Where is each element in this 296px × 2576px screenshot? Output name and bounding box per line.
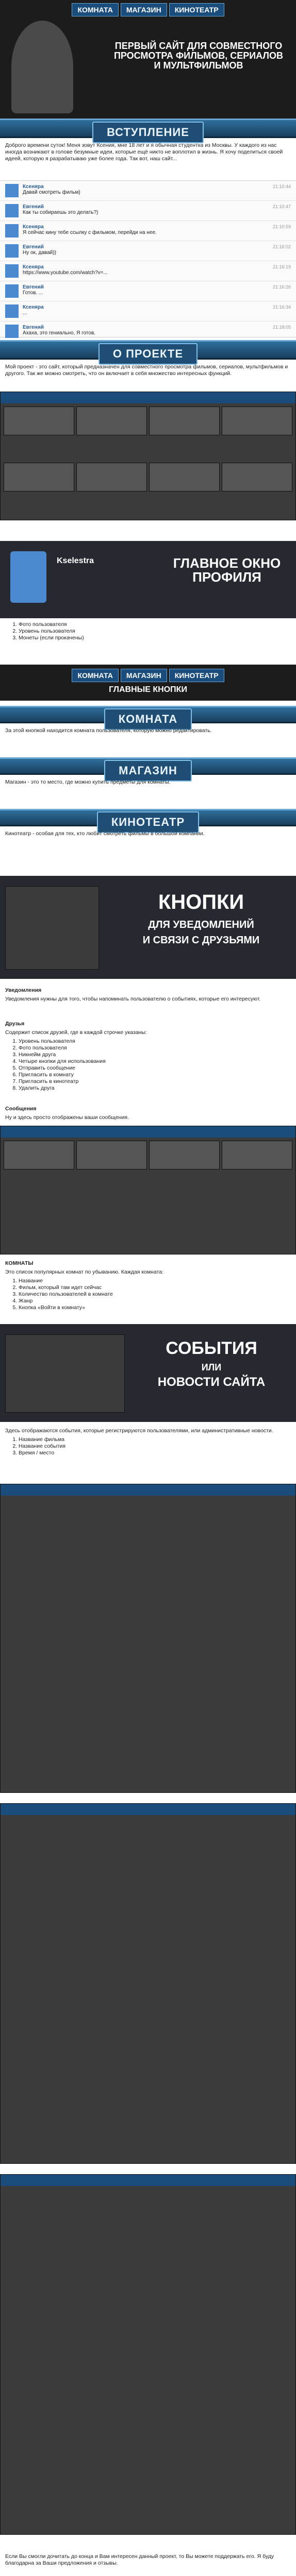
events-title-2: ИЛИ [201,1362,222,1372]
screenshot-header [1,392,295,403]
main-buttons-row [0,669,296,682]
room-text [0,724,296,755]
chat-text: https://www.youtube.com/watch?v=... [23,270,108,276]
chat-time: 21:18:05 [272,325,291,330]
chat-author: Ксеняра [23,224,44,230]
chat-message [0,181,296,201]
list-item: 3. Никнейм друга [19,1052,291,1058]
friends-paragraph: Содержит список друзей, где в каждой строчке указаны: [5,1029,147,1036]
sidebar-mock [5,886,99,970]
about-heading: О ПРОЕКТЕ [98,343,198,365]
notify-paragraph: Уведомления нужны для того, чтобы напоминать пользователю о событиях, которые его интересуют. [5,996,261,1002]
outro-paragraph: Если Вы смогли дочитать до конца и Вам интересен данный проект, то Вы можете поддержать его. Я буду благодарна за Ваши предложения и отзывы. [5,2553,274,2566]
list-item: 2. Фильм, который там идет сейчас [19,1284,291,1291]
rooms-list [5,1278,291,1311]
list-item: 2. Фото пользователя [19,1045,291,1052]
about-banner [0,340,296,360]
avatar [5,325,19,338]
chat-time: 21:16:19 [272,264,291,269]
screenshot-grid [1,403,295,520]
chat-message-body [23,184,80,197]
chat-message [0,301,296,321]
room-tile[interactable] [222,1141,292,1170]
nav-cinema-button[interactable]: КИНОТЕАТР [169,3,224,16]
rooms-heading: КОМНАТЫ [5,1260,34,1266]
main-shop-button[interactable]: МАГАЗИН [121,669,167,682]
chat-log [0,180,296,337]
list-item: 2. Уровень пользователя [19,628,291,635]
list-item: 4. Жанр [19,1298,291,1304]
shop-heading: МАГАЗИН [104,760,192,782]
room-banner [0,706,296,723]
notify-heading: Уведомления [5,987,42,993]
avatar [5,304,19,318]
mascot-image [11,21,73,113]
notify-buttons-section [0,876,296,979]
main-buttons-heading: ГЛАВНЫЕ КНОПКИ [109,685,187,694]
extra-body-3 [1,2186,295,2534]
list-item: 1. Уровень пользователя [19,1038,291,1045]
chat-time: 21:16:26 [272,284,291,290]
outro-text [0,2550,296,2576]
avatar [5,224,19,238]
events-text [0,1425,296,1476]
extra-header-2 [1,1804,295,1815]
chat-time: 21:16:34 [272,304,291,310]
chat-message [0,241,296,261]
chat-message-body [23,325,95,338]
movie-tile[interactable] [4,406,74,435]
chat-message-body [23,204,98,217]
avatar [5,264,19,278]
hero-title: ПЕРВЫЙ САЙТ ДЛЯ СОВМЕСТНОГО ПРОСМОТРА ФИЛЬМОВ, СЕРИАЛОВ И МУЛЬТФИЛЬМОВ [113,41,284,71]
avatar [10,551,46,603]
chat-text: Ну ок, давай)) [23,250,56,256]
main-cinema-button[interactable]: КИНОТЕАТР [169,669,224,682]
friends-list [5,1038,291,1092]
chat-text: Давай смотреть фильм) [23,190,80,195]
chat-message [0,201,296,221]
intro-text [0,139,296,180]
about-paragraph: Мой проект - это сайт, который предназначен для совместного просмотра фильмов, сериалов, мультфильмов и другого. Так же можно смотреть, что он включает в себя множество интересных функций. [5,364,288,377]
intro-heading: ВСТУПЛЕНИЕ [92,122,204,143]
profile-section [0,541,296,618]
intro-paragraph: Доброго времени суток! Меня зовут Ксения, мне 18 лет и я обычная студентка из Москвы. У каждого из нас иногда возникают в голове безумные идеи, которые ещё никто не воплотил в жизнь. Я хочу поделиться своей идеей, которую я разрабатываю уже более года. Так вот, наш сайт... [5,142,283,162]
room-paragraph: За этой кнопкой находится комната пользователя, которую можно редактировать. [5,727,212,734]
list-item: 6. Пригласить в комнату [19,1072,291,1078]
messages-heading: Сообщения [5,1106,37,1112]
about-text [0,361,296,392]
avatar [5,204,19,217]
events-title-1: СОБЫТИЯ [166,1338,257,1358]
list-item: 7. Пригласить в кинотеатр [19,1078,291,1085]
list-item: 5. Отправить сообщение [19,1065,291,1072]
shop-paragraph: Магазин - это то место, где можно купить предметы для комнаты. [5,779,171,785]
chat-author: Ксеняра [23,184,44,190]
rooms-section [0,1257,296,1319]
chat-time: 21:10:59 [272,224,291,229]
list-item: 3. Время / место [19,1450,291,1456]
chat-author: Ксеняра [23,304,44,310]
list-item: 4. Четыре кнопки для использования [19,1058,291,1065]
cinema-heading: КИНОТЕАТР [97,811,199,833]
chat-message-body [23,284,44,298]
list-item: 5. Кнопка «Войти в комнату» [19,1304,291,1311]
nav-shop-button[interactable]: МАГАЗИН [121,3,167,16]
extra-body-2 [1,1815,295,2163]
top-nav [0,0,296,16]
intro-banner [0,118,296,138]
notify-title-1: КНОПКИ [158,891,244,913]
list-item: 8. Удалить друга [19,1085,291,1092]
room-tile[interactable] [149,1141,220,1170]
nav-room-button[interactable]: КОМНАТА [72,3,118,16]
main-buttons-section [0,665,296,701]
room-heading: КОМНАТА [104,708,192,730]
extra-body-1 [1,1496,295,1792]
chat-author: Евгений [23,244,44,250]
rooms-grid [1,1138,295,1254]
chat-text: Я сейчас кину тебе ссылку с фильмом, перейди на нее. [23,230,157,235]
cinema-banner [0,809,296,826]
chat-message-body [23,264,108,278]
chat-message [0,261,296,281]
room-tile[interactable] [4,1141,74,1170]
chat-message-body [23,244,56,258]
messages-section [0,1103,296,1123]
notify-title-3: И СВЯЗИ С ДРУЗЬЯМИ [142,935,260,946]
shop-text [0,776,296,807]
notify-section [0,984,296,1015]
chat-time: 21:10:47 [272,204,291,209]
events-mock [5,1334,125,1413]
list-item: 2. Название события [19,1443,291,1450]
chat-message [0,321,296,342]
chat-message [0,281,296,301]
chat-text: Как ты собираешь это делать?) [23,210,98,215]
extra-screenshot-2 [0,1803,296,2164]
chat-author: Евгений [23,325,44,330]
movie-tile[interactable] [4,463,74,492]
chat-time: 21:16:02 [272,244,291,249]
movie-tile[interactable] [149,406,220,435]
notify-title-2: ДЛЯ УВЕДОМЛЕНИЙ [148,919,254,930]
rooms-paragraph: Это список популярных комнат по убыванию. Каждая комната: [5,1269,164,1275]
friends-heading: Друзья [5,1021,25,1027]
avatar [5,244,19,258]
profile-title: ГЛАВНОЕ ОКНО ПРОФИЛЯ [173,555,281,585]
events-paragraph: Здесь отображаются события, которые регистрируются пользователями, или административные новости. [5,1428,273,1434]
chat-message [0,221,296,241]
site-screenshot [0,392,296,520]
shop-banner [0,757,296,775]
room-tile[interactable] [76,1141,147,1170]
chat-author: Евгений [23,204,44,210]
movie-tile[interactable] [222,406,292,435]
hero-section [0,0,296,118]
chat-message-body [23,304,44,318]
messages-paragraph: Ну и здесь просто отображены ваши сообщения. [5,1114,129,1121]
extra-screenshot-3 [0,2174,296,2535]
list-item: 1. Название фильма [19,1436,291,1443]
chat-text: Готов. ... [23,290,43,296]
cinema-paragraph: Кинотеатр - особая для тех, кто любит смотреть фильмы в большой компании. [5,831,205,837]
rooms-screenshot-header [1,1126,295,1138]
list-item: 1. Фото пользователя [19,621,291,628]
chat-message-body [23,224,157,238]
friends-section [0,1018,296,1100]
extra-screenshot-1 [0,1484,296,1793]
profile-points [0,618,296,649]
extra-header-1 [1,1484,295,1496]
extra-header-3 [1,2175,295,2186]
events-list [5,1436,291,1456]
avatar [5,184,19,197]
movie-tile[interactable] [76,463,147,492]
list-item: 3. Количество пользователей в комнате [19,1291,291,1298]
movie-tile[interactable] [222,463,292,492]
list-item: 3. Монеты (если прокачены) [19,635,291,641]
chat-text: ... [23,310,27,316]
list-item: 1. Название [19,1278,291,1284]
chat-time: 21:10:44 [272,184,291,189]
events-title-3: НОВОСТИ САЙТА [157,1375,266,1389]
rooms-screenshot [0,1126,296,1255]
movie-tile[interactable] [149,463,220,492]
avatar [5,284,19,298]
events-section [0,1324,296,1422]
chat-author: Евгений [23,284,44,290]
profile-list [5,621,291,641]
chat-text: Ахаха, это гениально, Я готов. [23,330,96,336]
main-room-button[interactable]: КОМНАТА [72,669,118,682]
movie-tile[interactable] [76,406,147,435]
cinema-text [0,827,296,863]
chat-author: Ксеняра [23,264,44,270]
profile-name: Kselestra [57,556,94,565]
